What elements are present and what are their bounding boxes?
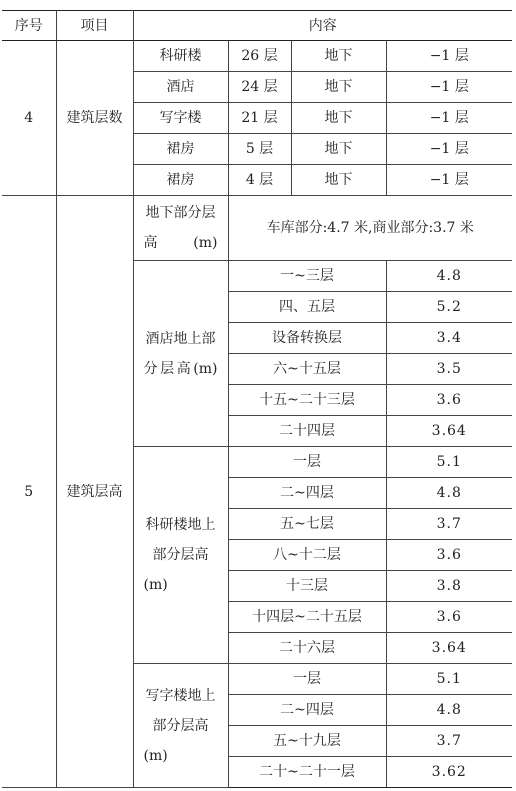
floor-range-cell: 二~四层 [228,695,386,726]
item-cell: 建筑层数 [56,41,133,196]
height-value-cell: 5.1 [386,664,512,695]
building-spec-table [2,10,512,788]
floor-range-cell: 一层 [228,447,386,478]
hotel-label-cell: 酒店地上部分层高(m) [133,261,228,447]
table-row [2,196,512,261]
building-cell: 酒店 [133,72,228,103]
building-cell: 科研楼 [133,41,228,72]
floor-range-cell: 设备转换层 [228,323,386,354]
office-label-cell: 写字楼地上部分层高(m) [133,664,228,788]
below-floors-cell: −1 层 [386,103,512,134]
height-value-cell: 3.7 [386,726,512,757]
floor-range-cell: 四、五层 [228,292,386,323]
height-value-cell: 3.8 [386,571,512,602]
height-value-cell: 3.4 [386,323,512,354]
floor-range-cell: 二十六层 [228,633,386,664]
floor-range-cell: 十三层 [228,571,386,602]
header-item: 项目 [56,11,133,41]
seq-cell: 5 [2,196,56,788]
height-value-cell: 3.6 [386,602,512,633]
header-seq: 序号 [2,11,56,41]
building-cell: 裙房 [133,165,228,196]
below-label-cell: 地下 [291,103,386,134]
floor-range-cell: 二十~二十一层 [228,757,386,788]
above-floors-cell: 5 层 [228,134,291,165]
above-floors-cell: 24 层 [228,72,291,103]
floor-range-cell: 五~七层 [228,509,386,540]
height-value-cell: 3.64 [386,633,512,664]
floor-range-cell: 六~十五层 [228,354,386,385]
floor-range-cell: 二十四层 [228,416,386,447]
header-row [2,11,512,41]
height-value-cell: 3.7 [386,509,512,540]
below-label-cell: 地下 [291,72,386,103]
below-floors-cell: −1 层 [386,41,512,72]
above-floors-cell: 26 层 [228,41,291,72]
underground-value-cell: 车库部分:4.7 米,商业部分:3.7 米 [228,196,512,261]
below-label-cell: 地下 [291,41,386,72]
below-floors-cell: −1 层 [386,72,512,103]
above-floors-cell: 21 层 [228,103,291,134]
floor-range-cell: 十五~二十三层 [228,385,386,416]
floor-range-cell: 五~十九层 [228,726,386,757]
below-label-cell: 地下 [291,134,386,165]
height-value-cell: 4.8 [386,695,512,726]
height-value-cell: 4.8 [386,478,512,509]
height-value-cell: 3.64 [386,416,512,447]
height-value-cell: 3.6 [386,540,512,571]
height-value-cell: 4.8 [386,261,512,292]
below-label-cell: 地下 [291,165,386,196]
seq-cell: 4 [2,41,56,196]
header-content: 内容 [133,11,512,41]
underground-label-cell: 地下部分层高(m) [133,196,228,261]
height-value-cell: 3.5 [386,354,512,385]
height-value-cell: 5.2 [386,292,512,323]
building-cell: 裙房 [133,134,228,165]
building-cell: 写字楼 [133,103,228,134]
above-floors-cell: 4 层 [228,165,291,196]
height-value-cell: 3.6 [386,385,512,416]
floor-range-cell: 二~四层 [228,478,386,509]
item-cell: 建筑层高 [56,196,133,788]
floor-range-cell: 一~三层 [228,261,386,292]
research-label-cell: 科研楼地上部分层高(m) [133,447,228,664]
height-value-cell: 5.1 [386,447,512,478]
table-row [2,41,512,72]
below-floors-cell: −1 层 [386,134,512,165]
below-floors-cell: −1 层 [386,165,512,196]
height-value-cell: 3.62 [386,757,512,788]
floor-range-cell: 十四层~二十五层 [228,602,386,633]
floor-range-cell: 一层 [228,664,386,695]
floor-range-cell: 八~十二层 [228,540,386,571]
